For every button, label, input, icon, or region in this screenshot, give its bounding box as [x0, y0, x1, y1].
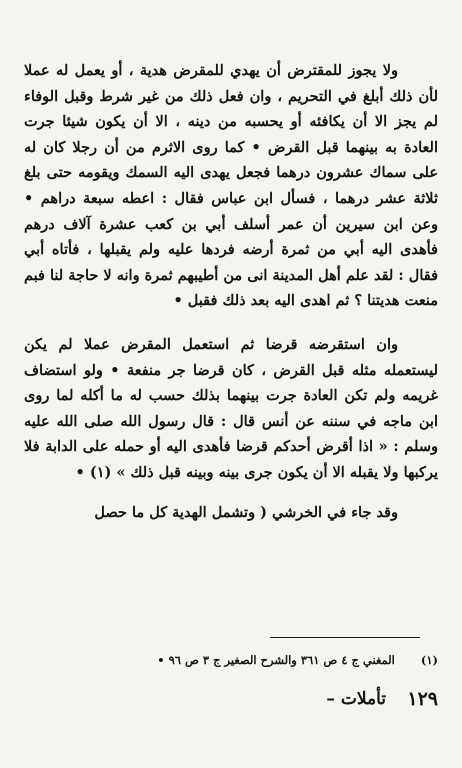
body-paragraph-3: وقد جاء في الخرشي ( وتشمل الهدية كل ما حصل — [94, 503, 398, 521]
footnote-text: المغني ج ٤ ص ٣٦١ والشرح الصغير ج ٣ ص ٩٦ • — [157, 653, 395, 667]
page-footer — [24, 688, 438, 716]
body-paragraph-2: وان استقرضه قرضا ثم استعمل المقرض عملا لم يكن ليستعمله مثله قبل القرض ، كان قرضا جر منفعة • ولو استضاف غريمه ولم تكن العادة جرت بينهما بذلك حسب له ما أكله لما روى ابن ماجه في سننه عن أنس قال : قال رسول الله صلى الله عليه وسلم : « اذا أقرض أحدكم قرضا فأهدى اليه أو حمله على الدابة فلا يركبها ولا يقبله الا أن يكون جرى بينه وبينه قبل ذلك » (١) • — [24, 335, 438, 481]
footnote-marker: (١) — [420, 653, 438, 667]
footnote — [24, 652, 438, 668]
page-number: ١٢٩ — [407, 688, 438, 710]
footnote-divider — [270, 637, 420, 638]
running-title: تأملات – — [326, 689, 386, 709]
body-paragraph-1: ولا يجوز للمقترض أن يهدي للمقرض هدية ، أو يعمل له عملا لأن ذلك أبلغ في التحريم ، وان فعل ذلك من غير شرط وقبل الوفاء لم يجز الا أن يكافئه أو يحسبه من دينه ، الا أن يكون شيئا جرت العادة به بينهما قبل القرض • كما روى الاثرم من أن رجلا كان له على سماك عشرون درهما فجعل يهدى اليه السمك ويقومه حتى بلغ ثلاثة عشر درهما ، فسأل ابن عباس فقال : اعطه سبعة دراهم • وعن ابن سيرين أن عمر أسلف أبي بن كعب عشرة آلاف درهم فأهدى اليه أبي من ثمرة أرضه فردها عليه ولم يقبلها ، فأتاه أبي فقال : لقد علم أهل المدينة انى من أطيبهم ثمرة وانه لا حاجة لنا فبم منعت هديتنا ؟ ثم اهدى اليه بعد ذلك فقبل • — [23, 62, 438, 310]
